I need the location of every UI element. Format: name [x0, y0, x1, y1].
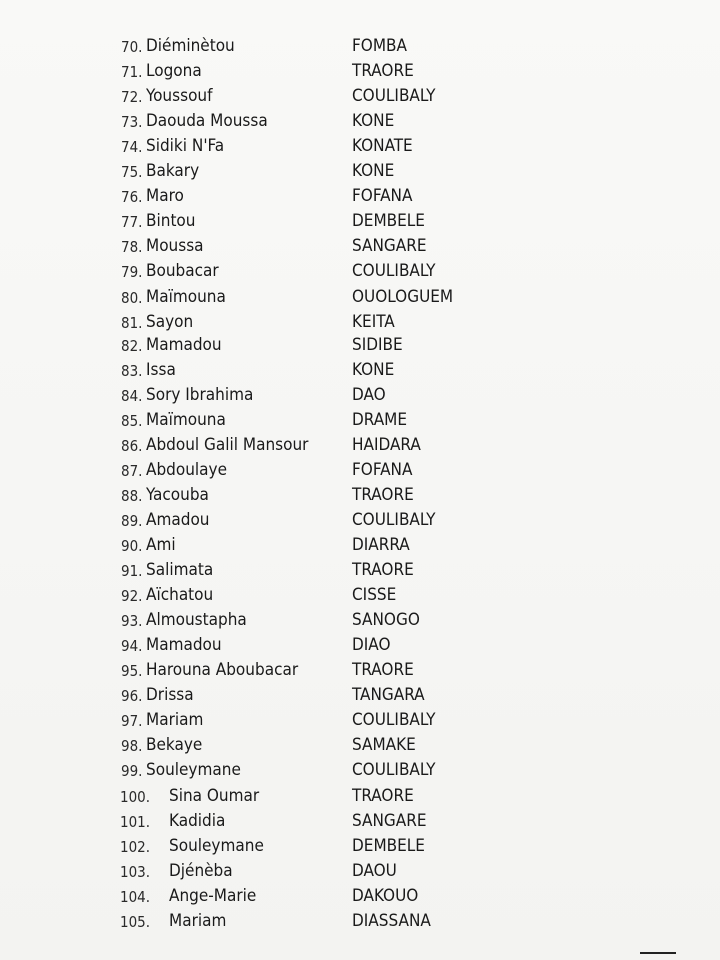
entry-last-name: KEITA: [352, 311, 395, 332]
entry-last-name: SIDIBE: [352, 334, 403, 355]
entry-first-name: Sory Ibrahima: [146, 384, 254, 405]
entry-last-name: HAIDARA: [352, 434, 421, 455]
entry-first-name: Almoustapha: [146, 610, 247, 631]
entry-number: 75.: [121, 163, 143, 182]
entry-number: 80.: [121, 288, 143, 307]
list-item: [0, 735, 720, 760]
page-bottom-rule: [640, 952, 676, 954]
entry-first-name: Mariam: [146, 710, 204, 731]
entry-first-name: Maro: [146, 186, 184, 207]
entry-first-name: Souleymane: [146, 760, 241, 781]
list-item: [0, 535, 720, 560]
entry-number: 90.: [121, 537, 143, 555]
list-item: [0, 261, 720, 286]
entry-number: 87.: [121, 461, 143, 480]
entry-first-name: Ange-Marie: [169, 885, 257, 906]
entry-number: 97.: [121, 712, 143, 731]
entry-first-name: Djénèba: [169, 860, 233, 881]
entry-last-name: FOMBA: [352, 36, 407, 56]
entry-last-name: SANGARE: [352, 236, 427, 257]
list-item: [0, 435, 720, 460]
entry-number: 82.: [121, 336, 143, 355]
entry-last-name: OUOLOGUEM: [352, 286, 454, 307]
entry-last-name: FOFANA: [352, 459, 413, 480]
entry-number: 93.: [121, 612, 143, 631]
list-item: [0, 236, 720, 261]
entry-first-name: Amadou: [146, 509, 210, 530]
entry-first-name: Kadidia: [169, 810, 226, 831]
entry-first-name: Logona: [146, 61, 202, 82]
entry-last-name: TRAORE: [352, 61, 414, 82]
entry-first-name: Moussa: [146, 236, 204, 257]
entry-number: 105.: [120, 912, 151, 931]
entry-last-name: FOFANA: [352, 186, 413, 207]
entry-last-name: KONE: [352, 111, 395, 132]
entry-first-name: Sina Oumar: [169, 785, 260, 806]
entry-last-name: DRAME: [352, 409, 408, 430]
list-item: [0, 460, 720, 485]
entry-first-name: Maïmouna: [146, 286, 226, 307]
list-item: [0, 510, 720, 535]
entry-last-name: CISSE: [352, 585, 397, 606]
entry-first-name: Mamadou: [146, 635, 222, 656]
entry-number: 84.: [121, 386, 143, 405]
list-item: [0, 660, 720, 685]
list-item: [0, 560, 720, 585]
entry-first-name: Bekaye: [146, 735, 203, 756]
list-item: [0, 312, 720, 337]
entry-first-name: Abdoul Galil Mansour: [146, 434, 309, 455]
entry-number: 88.: [121, 486, 143, 505]
list-item: [0, 811, 720, 836]
entry-last-name: COULIBALY: [352, 86, 436, 107]
entry-last-name: DAKOUO: [352, 885, 419, 906]
entry-first-name: Harouna Aboubacar: [146, 660, 299, 681]
entry-number: 94.: [121, 637, 143, 656]
entry-last-name: TANGARA: [352, 685, 425, 706]
entry-number: 70.: [121, 38, 143, 56]
entry-number: 83.: [121, 361, 143, 380]
entry-number: 92.: [121, 587, 143, 606]
entry-last-name: TRAORE: [352, 484, 414, 505]
entry-last-name: COULIBALY: [352, 509, 436, 530]
entry-number: 99.: [121, 762, 143, 781]
entry-last-name: DEMBELE: [352, 835, 425, 856]
list-item: [0, 61, 720, 86]
entry-last-name: DIASSANA: [352, 910, 431, 931]
entry-number: 76.: [121, 188, 143, 207]
list-item: [0, 410, 720, 435]
entry-first-name: Bintou: [146, 211, 196, 232]
entry-last-name: TRAORE: [352, 560, 414, 581]
entry-first-name: Sayon: [146, 311, 194, 332]
list-item: [0, 685, 720, 710]
entry-first-name: Yacouba: [146, 484, 209, 505]
entry-number: 79.: [121, 263, 143, 282]
entry-last-name: TRAORE: [352, 785, 414, 806]
entry-number: 100.: [120, 787, 151, 806]
entry-last-name: DEMBELE: [352, 211, 425, 232]
entry-first-name: Abdoulaye: [146, 459, 228, 480]
entry-last-name: DAOU: [352, 860, 397, 881]
entry-number: 96.: [121, 687, 143, 706]
list-item: [0, 760, 720, 785]
entry-number: 77.: [121, 213, 143, 232]
entry-number: 81.: [121, 313, 143, 332]
entry-number: 104.: [120, 887, 151, 906]
entry-last-name: SAMAKE: [352, 735, 416, 756]
list-item: [0, 836, 720, 861]
entry-first-name: Issa: [146, 359, 176, 380]
entry-first-name: Daouda Moussa: [146, 111, 268, 132]
entry-last-name: TRAORE: [352, 660, 414, 681]
entry-number: 74.: [121, 138, 143, 157]
entry-number: 89.: [121, 511, 143, 530]
list-item: [0, 287, 720, 312]
entry-first-name: Mariam: [169, 910, 227, 931]
list-item: [0, 335, 720, 360]
entry-first-name: Boubacar: [146, 261, 219, 282]
entry-number: 86.: [121, 436, 143, 455]
entry-last-name: COULIBALY: [352, 760, 436, 781]
entry-last-name: KONATE: [352, 136, 413, 157]
entry-number: 95.: [121, 662, 143, 681]
entry-number: 98.: [121, 737, 143, 756]
entry-last-name: COULIBALY: [352, 710, 436, 731]
list-item: [0, 786, 720, 811]
entry-number: 102.: [120, 837, 151, 856]
entry-number: 73.: [121, 113, 143, 132]
entry-last-name: DIAO: [352, 635, 391, 656]
entry-first-name: Maïmouna: [146, 409, 226, 430]
entry-number: 103.: [120, 862, 151, 881]
entry-last-name: DAO: [352, 384, 386, 405]
list-item: [0, 861, 720, 886]
entry-first-name: Ami: [146, 535, 176, 555]
list-item: [0, 485, 720, 510]
list-item: [0, 36, 720, 61]
list-item: [0, 635, 720, 660]
entry-last-name: DIARRA: [352, 535, 410, 555]
list-item: [0, 710, 720, 735]
entry-first-name: Diéminètou: [146, 36, 235, 56]
entry-first-name: Youssouf: [146, 86, 213, 107]
entry-first-name: Sidiki N'Fa: [146, 136, 225, 157]
list-item: [0, 610, 720, 635]
entry-number: 72.: [121, 88, 143, 107]
list-item: [0, 111, 720, 136]
entry-number: 78.: [121, 238, 143, 257]
entry-last-name: KONE: [352, 161, 395, 182]
entry-number: 91.: [121, 562, 143, 581]
entry-first-name: Aïchatou: [146, 585, 214, 606]
list-item: [0, 360, 720, 385]
entry-first-name: Bakary: [146, 161, 200, 182]
entry-number: 101.: [120, 812, 151, 831]
list-item: [0, 585, 720, 610]
entry-number: 71.: [121, 63, 143, 82]
list-item: [0, 385, 720, 410]
list-item: [0, 211, 720, 236]
list-item: [0, 186, 720, 211]
entry-number: 85.: [121, 411, 143, 430]
entry-last-name: COULIBALY: [352, 261, 436, 282]
entry-first-name: Mamadou: [146, 334, 222, 355]
entry-last-name: SANOGO: [352, 610, 420, 631]
list-item: [0, 911, 720, 936]
list-item: [0, 86, 720, 111]
entry-last-name: SANGARE: [352, 810, 427, 831]
entry-first-name: Souleymane: [169, 835, 264, 856]
entry-last-name: KONE: [352, 359, 395, 380]
entry-first-name: Drissa: [146, 685, 194, 706]
entry-first-name: Salimata: [146, 560, 214, 581]
list-item: [0, 161, 720, 186]
list-item: [0, 136, 720, 161]
list-item: [0, 886, 720, 911]
